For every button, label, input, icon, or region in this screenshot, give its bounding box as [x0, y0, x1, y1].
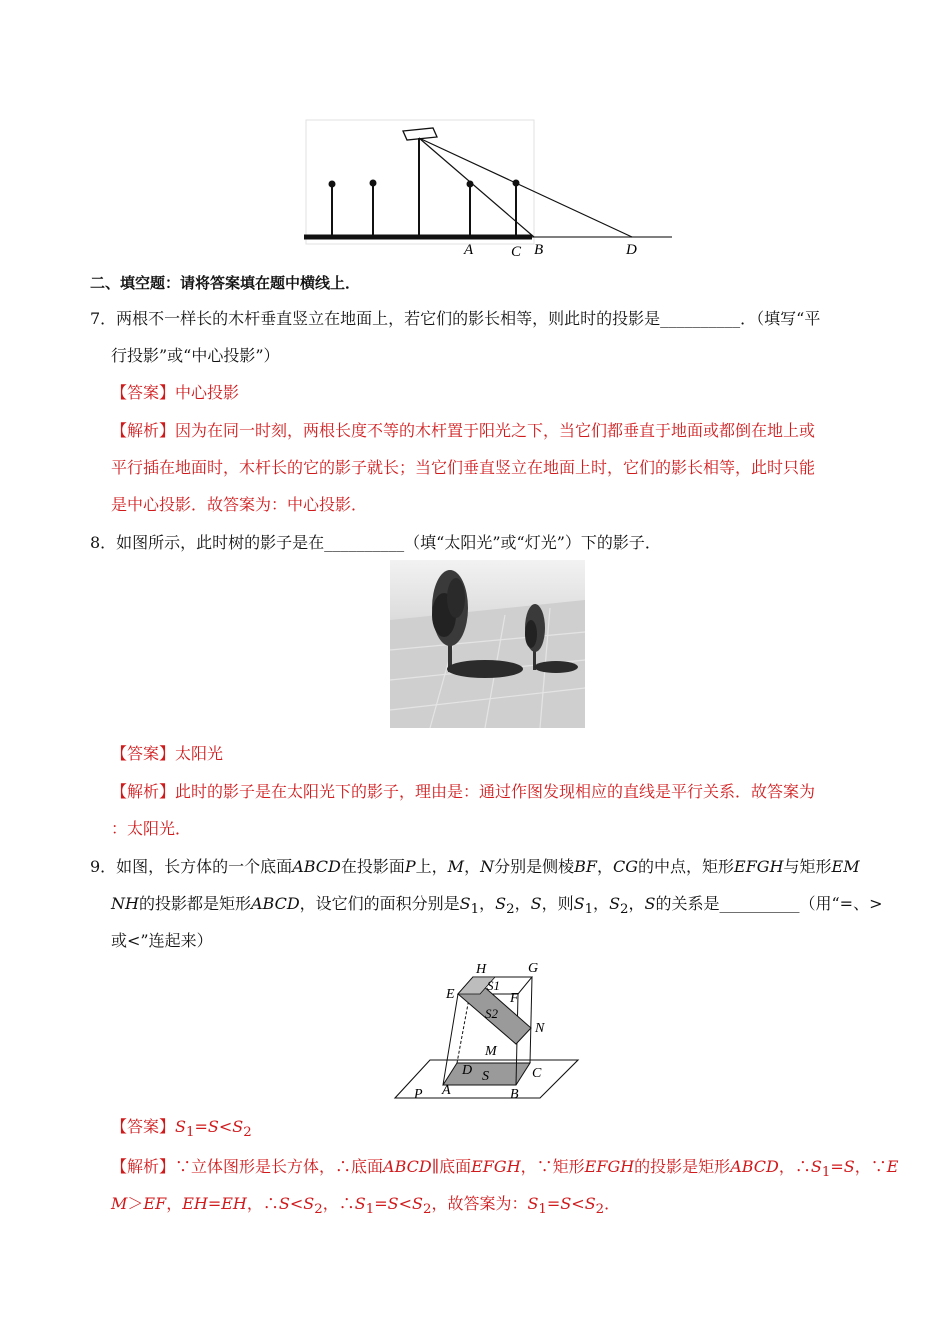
- text: <: [289, 1194, 304, 1213]
- var-bf: BF: [574, 857, 597, 876]
- answer-label: 【答案】: [111, 383, 176, 402]
- sub: 2: [314, 1202, 323, 1218]
- text: <: [571, 1194, 585, 1213]
- var-s1: S: [527, 1194, 539, 1213]
- var-m: M: [447, 857, 465, 876]
- text: =: [830, 1157, 844, 1176]
- fig-label-g: G: [528, 961, 539, 976]
- fig-label-f: F: [510, 991, 519, 1006]
- text: ，: [479, 894, 496, 913]
- text: ，: [166, 1194, 183, 1213]
- label-b: B: [534, 242, 544, 258]
- var-cg: CG: [612, 857, 638, 876]
- var-s1: S: [459, 894, 471, 913]
- q9-line2: [111, 894, 883, 920]
- q7-analysis-3: 是中心投影．故答案为：中心投影．: [111, 495, 368, 514]
- var-efgh: EFGH: [584, 1157, 635, 1176]
- text: 的投影是矩形: [634, 1157, 731, 1176]
- var-s: S: [387, 1194, 399, 1213]
- text: ，: [514, 894, 531, 913]
- text: ，: [464, 857, 481, 876]
- var-s: S: [843, 1157, 855, 1176]
- analysis-text: 此时的影子是在太阳光下的影子，理由是：通过作图发现相应的直线是平行关系．故答案为: [175, 782, 816, 801]
- sub: 2: [620, 902, 629, 918]
- text: 的投影都是矩形: [138, 894, 251, 913]
- var-em: EM: [831, 857, 860, 876]
- var-s: S: [530, 894, 542, 913]
- text: ，∵: [854, 1157, 887, 1176]
- answer-text: 中心投影: [175, 383, 240, 402]
- fig-label-m: M: [485, 1044, 497, 1059]
- sub: 1: [470, 902, 480, 918]
- text: ＞: [127, 1194, 144, 1213]
- analysis-label: 【解析】: [111, 782, 176, 801]
- q7-line1: 7．两根不一样长的木杆垂直竖立在地面上，若它们的影长相等，则此时的投影是__________．（填写“平: [90, 309, 821, 328]
- q9-line3: 或<”连起来）: [111, 931, 213, 950]
- sub: 2: [595, 1202, 605, 1218]
- fig-label-a: A: [442, 1083, 451, 1098]
- text: 分别是侧棱: [494, 857, 575, 876]
- tree-shadow-photo: [390, 560, 585, 728]
- fig-label-d: D: [462, 1063, 473, 1078]
- text: =: [546, 1194, 561, 1213]
- var-s: S: [207, 1117, 219, 1136]
- text: ，∵矩形: [520, 1157, 585, 1176]
- q7-analysis-2: 平行插在地面时，木杆长的它的影子就长；当它们垂直竖立在地面上时，它们的影长相等，此时只能: [111, 458, 816, 477]
- sub: 2: [422, 1202, 432, 1218]
- section-heading: 二、填空题：请将答案填在题中横线上．: [90, 274, 361, 292]
- edge-gc: [530, 977, 532, 1063]
- fig-label-s1: S1: [487, 978, 500, 993]
- var-eh: EH: [182, 1194, 208, 1213]
- q7-answer: [111, 383, 239, 403]
- label-d: D: [626, 242, 637, 258]
- fig-label-n: N: [535, 1021, 545, 1036]
- text: ，∴: [322, 1194, 355, 1213]
- text: ，∴: [778, 1157, 811, 1176]
- var-n: N: [480, 857, 495, 876]
- q8-analysis-2: ：太阳光．: [111, 819, 192, 838]
- var-abcd: ABCD: [730, 1157, 779, 1176]
- var-s: S: [560, 1194, 572, 1213]
- sub: 1: [538, 1202, 547, 1218]
- fig-label-e: E: [446, 987, 455, 1002]
- var-nh: NH: [111, 894, 139, 913]
- text: 与矩形: [783, 857, 832, 876]
- sub: 2: [506, 902, 515, 918]
- var-s2: S: [232, 1117, 244, 1136]
- text: ，: [628, 894, 645, 913]
- pole-2-top: [370, 180, 377, 187]
- q8-answer: [111, 744, 223, 764]
- var-abcd: ABCD: [250, 894, 300, 913]
- var-s1: S: [175, 1117, 186, 1136]
- q8-analysis-1: [111, 782, 815, 802]
- var-s2: S: [411, 1194, 423, 1213]
- q9-analysis-1: [111, 1157, 898, 1183]
- sub: 1: [821, 1165, 831, 1181]
- var-s2: S: [495, 894, 507, 913]
- text: ．: [604, 1194, 621, 1213]
- var-ef: EF: [143, 1194, 167, 1213]
- text: ，: [596, 857, 613, 876]
- q7-line2: 行投影”或“中心投影”）: [111, 346, 280, 365]
- text: =: [374, 1194, 388, 1213]
- pole-1-top: [329, 181, 336, 188]
- ray-to-d: [419, 138, 632, 237]
- var-eh: EH: [221, 1194, 247, 1213]
- text: 在投影面: [340, 857, 405, 876]
- var-s2: S: [303, 1194, 315, 1213]
- text: ，: [593, 894, 610, 913]
- fig-label-h: H: [476, 962, 487, 977]
- var-s2: S: [609, 894, 621, 913]
- text: 9．如图，长方体的一个底面: [90, 857, 293, 876]
- text: 的中点，矩形: [638, 857, 735, 876]
- sub: 1: [365, 1202, 375, 1218]
- var-abcd: ABCD: [383, 1157, 432, 1176]
- text: <: [218, 1117, 233, 1136]
- sub: 1: [584, 902, 594, 918]
- text: ，设它们的面积分别是: [299, 894, 460, 913]
- label-a: A: [464, 242, 474, 258]
- q8-line1: 8．如图所示，此时树的影子是在__________（填“太阳光”或“灯光”）下的影子．: [90, 533, 661, 552]
- analysis-label: 【解析】: [111, 1157, 176, 1176]
- answer-label: 【答案】: [111, 744, 176, 763]
- text: <: [398, 1194, 412, 1213]
- text: ∥底面: [431, 1157, 472, 1176]
- var-p: P: [404, 857, 416, 876]
- var-s1: S: [573, 894, 585, 913]
- var-e: E: [886, 1157, 899, 1176]
- text: ，故答案为：: [431, 1194, 528, 1213]
- fig-label-p: P: [414, 1087, 423, 1102]
- text: ，∴: [246, 1194, 279, 1213]
- sub: 1: [185, 1125, 195, 1141]
- var-s1: S: [810, 1157, 822, 1176]
- tree-shadow-drawing: [390, 560, 585, 728]
- fig-label-s: S: [482, 1069, 489, 1084]
- var-m: M: [111, 1194, 128, 1213]
- text: ，则: [541, 894, 574, 913]
- fig-label-c: C: [532, 1066, 542, 1081]
- text: =: [194, 1117, 208, 1136]
- var-abcd: ABCD: [292, 857, 341, 876]
- var-s2: S: [584, 1194, 596, 1213]
- answer-text: 太阳光: [175, 744, 224, 763]
- var-s1: S: [354, 1194, 366, 1213]
- q9-answer: [111, 1117, 252, 1143]
- text: =: [207, 1194, 222, 1213]
- text: ∵立体图形是长方体，∴底面: [175, 1157, 384, 1176]
- fig-label-b: B: [510, 1087, 519, 1102]
- text: 上，: [415, 857, 448, 876]
- var-efgh: EFGH: [734, 857, 784, 876]
- q9-analysis-2: [111, 1194, 620, 1220]
- label-c: C: [511, 244, 522, 260]
- lamp-shadow-figure: [300, 118, 680, 263]
- analysis-label: 【解析】: [111, 421, 176, 440]
- var-s: S: [644, 894, 656, 913]
- var-s: S: [278, 1194, 290, 1213]
- analysis-text: 因为在同一时刻，两根长度不等的木杆置于阳光之下，当它们都垂直于地面或都倒在地上或: [175, 421, 816, 440]
- text: 的关系是__________（用“=、>: [655, 894, 883, 913]
- sub: 2: [243, 1125, 252, 1141]
- cuboid-projection-figure: [390, 958, 590, 1108]
- q7-analysis-1: [111, 421, 815, 441]
- answer-label: 【答案】: [111, 1117, 176, 1136]
- fig-label-s2: S2: [485, 1006, 498, 1021]
- q9-line1: [90, 857, 860, 877]
- var-efgh: EFGH: [471, 1157, 521, 1176]
